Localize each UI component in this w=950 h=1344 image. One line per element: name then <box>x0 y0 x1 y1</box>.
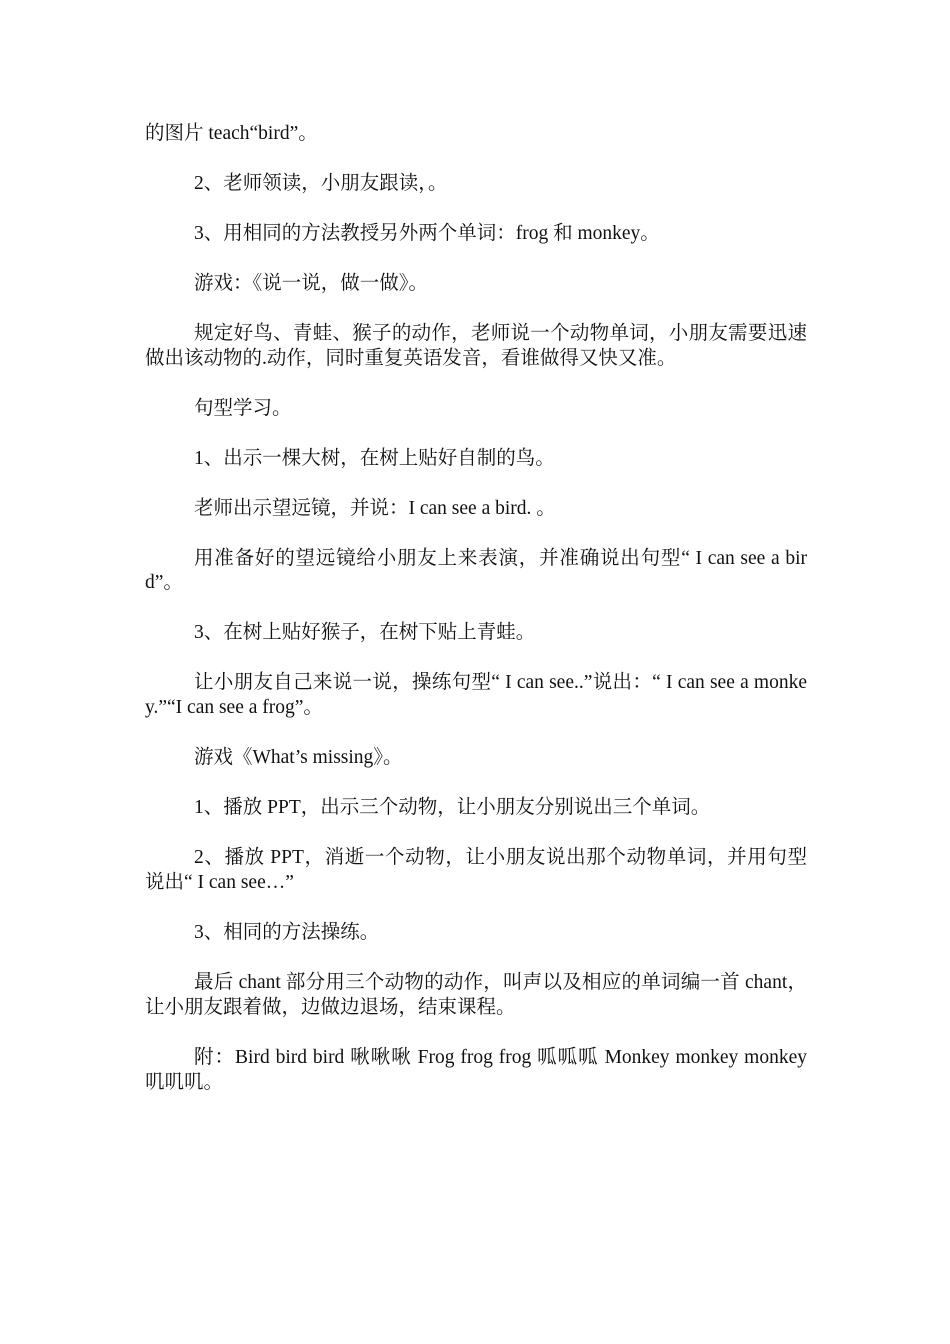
paragraph-game-rules: 规定好鸟、青蛙、猴子的动作，老师说一个动物单词，小朋友需要迅速做出该动物的.动作，同时重复英语发音，看谁做得又快又准。 <box>145 322 807 369</box>
paragraph-game-whats-missing: 游戏《What’s missing》。 <box>194 747 403 769</box>
paragraph-children-practice: 让小朋友自己来说一说，操练句型“ I can see..”说出：“ I can see a monkey.”“I can see a frog”。 <box>145 672 807 719</box>
paragraph-appendix: 附：Bird bird bird 啾啾啾 Frog frog frog 呱呱呱 Monkey monkey monkey 叽叽叽。 <box>145 1046 807 1093</box>
paragraph-game-say-do: 游戏：《说一说，做一做》。 <box>194 272 429 294</box>
paragraph-step-3-words: 3、用相同的方法教授另外两个单词：frog 和 monkey。 <box>194 222 660 244</box>
paragraph-step-1-tree: 1、出示一棵大树，在树上贴好自制的鸟。 <box>194 447 555 469</box>
document-body <box>145 122 807 1121</box>
paragraph-sentence-learning: 句型学习。 <box>194 397 292 419</box>
paragraph-ppt-step-1: 1、播放 PPT，出示三个动物，让小朋友分别说出三个单词。 <box>194 797 711 819</box>
paragraph-step-3-monkey-frog: 3、在树上贴好猴子，在树下贴上青蛙。 <box>194 622 536 644</box>
paragraph-step-3-practice: 3、相同的方法操练。 <box>194 921 380 943</box>
paragraph-ppt-step-2: 2、播放 PPT，消逝一个动物，让小朋友说出那个动物单词，并用句型说出“ I can see…” <box>145 847 807 893</box>
paragraph-telescope: 老师出示望远镜，并说：I can see a bird. 。 <box>194 497 556 519</box>
paragraph-children-perform: 用准备好的望远镜给小朋友上来表演，并准确说出句型“ I can see a bird”。 <box>145 547 807 594</box>
paragraph-step-2-read: 2、老师领读，小朋友跟读，。 <box>194 172 448 194</box>
paragraph-teach-bird: 的图片 teach“bird”。 <box>145 123 318 144</box>
paragraph-chant: 最后 chant 部分用三个动物的动作，叫声以及相应的单词编一首 chant，让小朋友跟着做，边做边退场，结束课程。 <box>145 971 807 1018</box>
